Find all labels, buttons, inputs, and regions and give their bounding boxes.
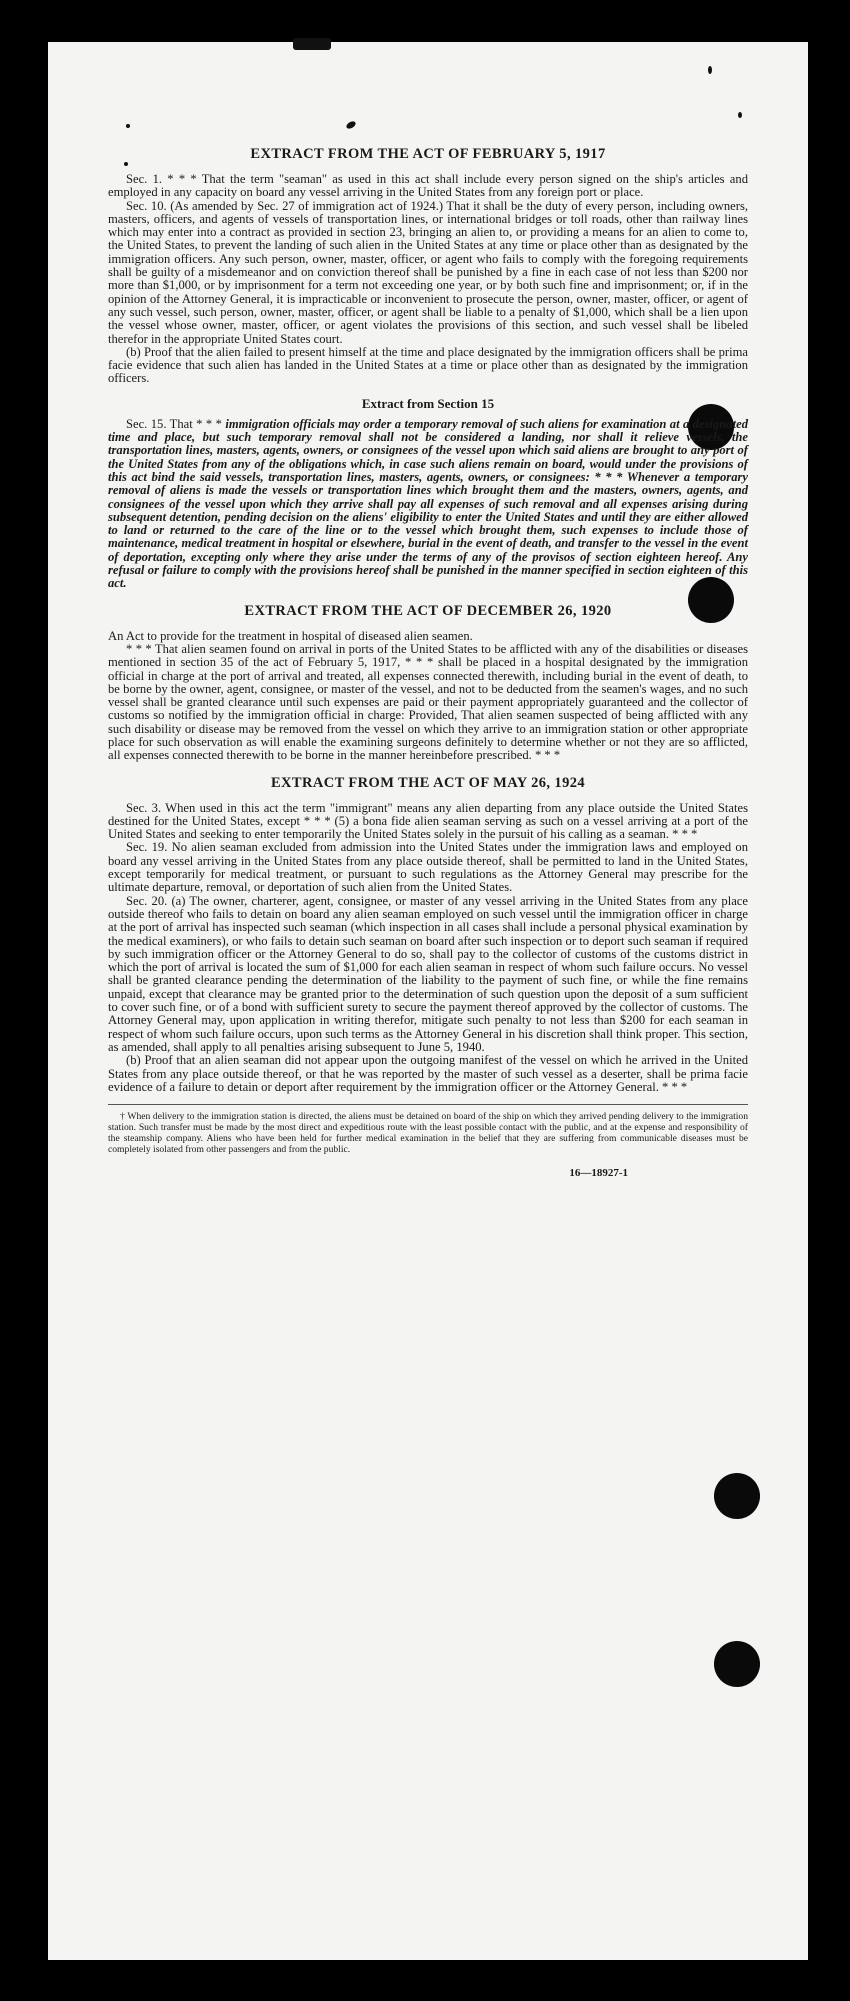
sec-15-lead: Sec. 15. That * * *	[126, 416, 226, 431]
paragraph-sec-20-a: Sec. 20. (a) The owner, charterer, agent, consignee, or master of any vessel arriving in the United States from any place outside thereof who fails to detain on board any alien seaman employed on such vessel until the immigration officer in charge at the port of arrival has inspected such seaman (which inspection in all cases shall include a personal physical examination by the medical examiners), or who fails to detain such seaman on board after such inspection or to deport such seaman if required by such immigration officer or the Attorney General to do so, shall pay to the collector of customs of the customs district in which the port of arrival is located the sum of $1,000 for each alien seaman in respect of whom such failure occurs. No vessel shall be granted clearance pending the determination of the liability to the payment of such fine, or while the fine remains unpaid, except that clearance may be granted prior to the determination of such question upon the deposit of a sum sufficient to cover such fine, or of a bond with sufficient surety to secure the payment thereof approved by the collector of customs. The Attorney General may, upon application in writing therefor, mitigate such penalty to not less than $200 for each seaman in respect of whom such failure occurs, upon such terms as the Attorney General in his discretion shall think proper. This section, as amended, shall apply to all penalties arising subsequent to June 5, 1940.	[108, 893, 748, 1054]
subheading-section-15: Extract from Section 15	[361, 395, 495, 411]
section-heading-1924: EXTRACT FROM THE ACT OF MAY 26, 1924	[270, 774, 586, 791]
document-body	[108, 146, 748, 1179]
paragraph-sec-10: Sec. 10. (As amended by Sec. 27 of immigration act of 1924.) That it shall be the duty of every person, including owners, masters, officers, and agents of vessels of transportation lines, or international bridges or toll roads, other than railway lines which may enter into a contract as provided in section 23, bringing an alien to, or providing a means for an alien to come to, the United States, to prevent the landing of such alien in the United States at any time or place other than as designated by the immigration officers. Any such person, owner, master, officer, or agent who fails to comply with the foregoing requirements shall be guilty of a misdemeanor and on conviction thereof shall be punished by a fine in each case of not less than $200 nor more than $1,000, or by imprisonment for a term not exceeding one year, or by both such fine and imprisonment; or, if in the opinion of the Attorney General, it is impracticable or inconvenient to prosecute the person, owner, master, officer, or agent of any such vessel, such person, owner, master, officer, or agent shall be liable to a penalty of $1,000, which shall be a lien upon the vessel whose owner, master, officer, or agent violates the provisions of this section, and such vessel shall be libeled therefor in the appropriate United States court.	[108, 198, 748, 346]
scan-mark	[293, 38, 331, 50]
footnote-text: † When delivery to the immigration station is directed, the aliens must be detained on board of the ship on which they arrived pending delivery to the immigration station. Such transfer must be made by the most direct and expeditious route with the least possible contact with the public, and at the expense and responsibility of the steamship company. Aliens who have been held for further medical examination in the belief that they are suffering from communicable diseases must be completely isolated from other passengers and from the public.	[108, 1111, 748, 1156]
paragraph-sec-3: Sec. 3. When used in this act the term "immigrant" means any alien departing from any place outside the United States destined for the United States, except * * * (5) a bona fide alien seaman serving as such on a vessel arriving at a port of the United States and seeking to enter temporarily the United States solely in the pursuit of his calling as a seaman. * * *	[108, 800, 748, 842]
scan-mark	[708, 66, 712, 74]
paragraph-sec-20-b: (b) Proof that an alien seaman did not appear upon the outgoing manifest of the vessel on which he arrived in the United States from any place outside thereof, or that he was reported by the master of such vessel as a deserter, shall be prima facie evidence of a failure to detain or deport after requirement by the immigration officer or the Attorney General. * * *	[108, 1053, 748, 1094]
paragraph-sec-1: Sec. 1. * * * That the term "seaman" as used in this act shall include every person signed on the ship's articles and employed in any capacity on board any vessel arriving in the United States from any foreign port or place.	[108, 172, 748, 200]
punch-hole	[714, 1473, 760, 1519]
form-code: 16—18927-1	[569, 1167, 628, 1180]
scan-mark	[738, 112, 742, 118]
paragraph-sec-19: Sec. 19. No alien seaman excluded from admission into the United States under the immigration laws and employed on board any vessel arriving in the United States from any place outside thereof, shall be permitted to land in the United States, except temporarily for medical treatment, or pursuant to such regulations as the Attorney General may prescribe for the ultimate departure, removal, or deportation of such alien from the United States.	[108, 840, 748, 895]
section-heading-1920: EXTRACT FROM THE ACT OF DECEMBER 26, 1920	[244, 602, 612, 619]
scan-mark	[126, 124, 130, 128]
paragraph-act-title: An Act to provide for the treatment in hospital of diseased alien seamen.	[108, 628, 473, 643]
paragraph-1920-body: * * * That alien seamen found on arrival in ports of the United States to be afflicted with any of the disabilities or diseases mentioned in section 35 of the act of February 5, 1917, * * * shall be placed in a hospital designated by the immigration official in charge at the port of arrival and treated, all expenses connected therewith, including burial in the event of death, to be borne by the owner, agent, consignee, or master of the vessel, and not to be deducted from the seamen's wages, and no such vessel shall be granted clearance until such expenses are paid or their payment appropriately guaranteed and the collector of customs so notified by the immigration official in charge: Provided, That alien seamen suspected of being afflicted with any such disability or disease may be removed from the vessel on which they arrive to an immigration station or other appropriate place for such observation as will enable the examining surgeons definitely to determine whether or not they are so afflicted, all expenses connected therewith to be borne in the manner hereinbefore prescribed. * * *	[108, 641, 748, 763]
paragraph-sec-15	[108, 418, 748, 591]
paragraph-sec-10-b: (b) Proof that the alien failed to present himself at the time and place designated by the immigration officers shall be prima facie evidence that such alien has landed in the United States at a time or place other than as designated by the immigration officers.	[108, 344, 748, 386]
document-page	[48, 42, 808, 1960]
footnote	[108, 1104, 748, 1155]
section-heading-1917: EXTRACT FROM THE ACT OF FEBRUARY 5, 1917	[250, 146, 606, 162]
scan-mark	[345, 120, 357, 130]
sec-15-text: immigration officials may order a temporary removal of such aliens for examination at a designated time and place, but such temporary removal shall not be considered a landing, nor shall it relieve vessels, the transportation lines, masters, agents, owners, or consignees of the vessel upon which said aliens are brought to any port of the United States from any of the obligations which, in case such aliens remain on board, would under the provisions of this act bind the said vessels, transportation lines, masters, agents, owners, or consignees: * * * Whenever a temporary removal of aliens is made the vessels or transportation lines which brought them and the masters, owners, agents, and consignees of the vessel upon which they arrive shall pay all expenses of such removal and all expenses arising during subsequent detention, pending decision on the aliens' eligibility to enter the United States and until they are either allowed to land or returned to the care of the line or to the vessel which brought them, such expenses to include those of maintenance, medical treatment in hospital or elsewhere, burial in the event of death, and transfer to the vessel in the event of deportation, excepting only where they arise under the terms of any of the provisos of section eighteen hereof. Any refusal or failure to comply with the provisions hereof shall be punished in the manner specified in section eighteen of this act.	[108, 416, 748, 591]
punch-hole	[714, 1641, 760, 1687]
